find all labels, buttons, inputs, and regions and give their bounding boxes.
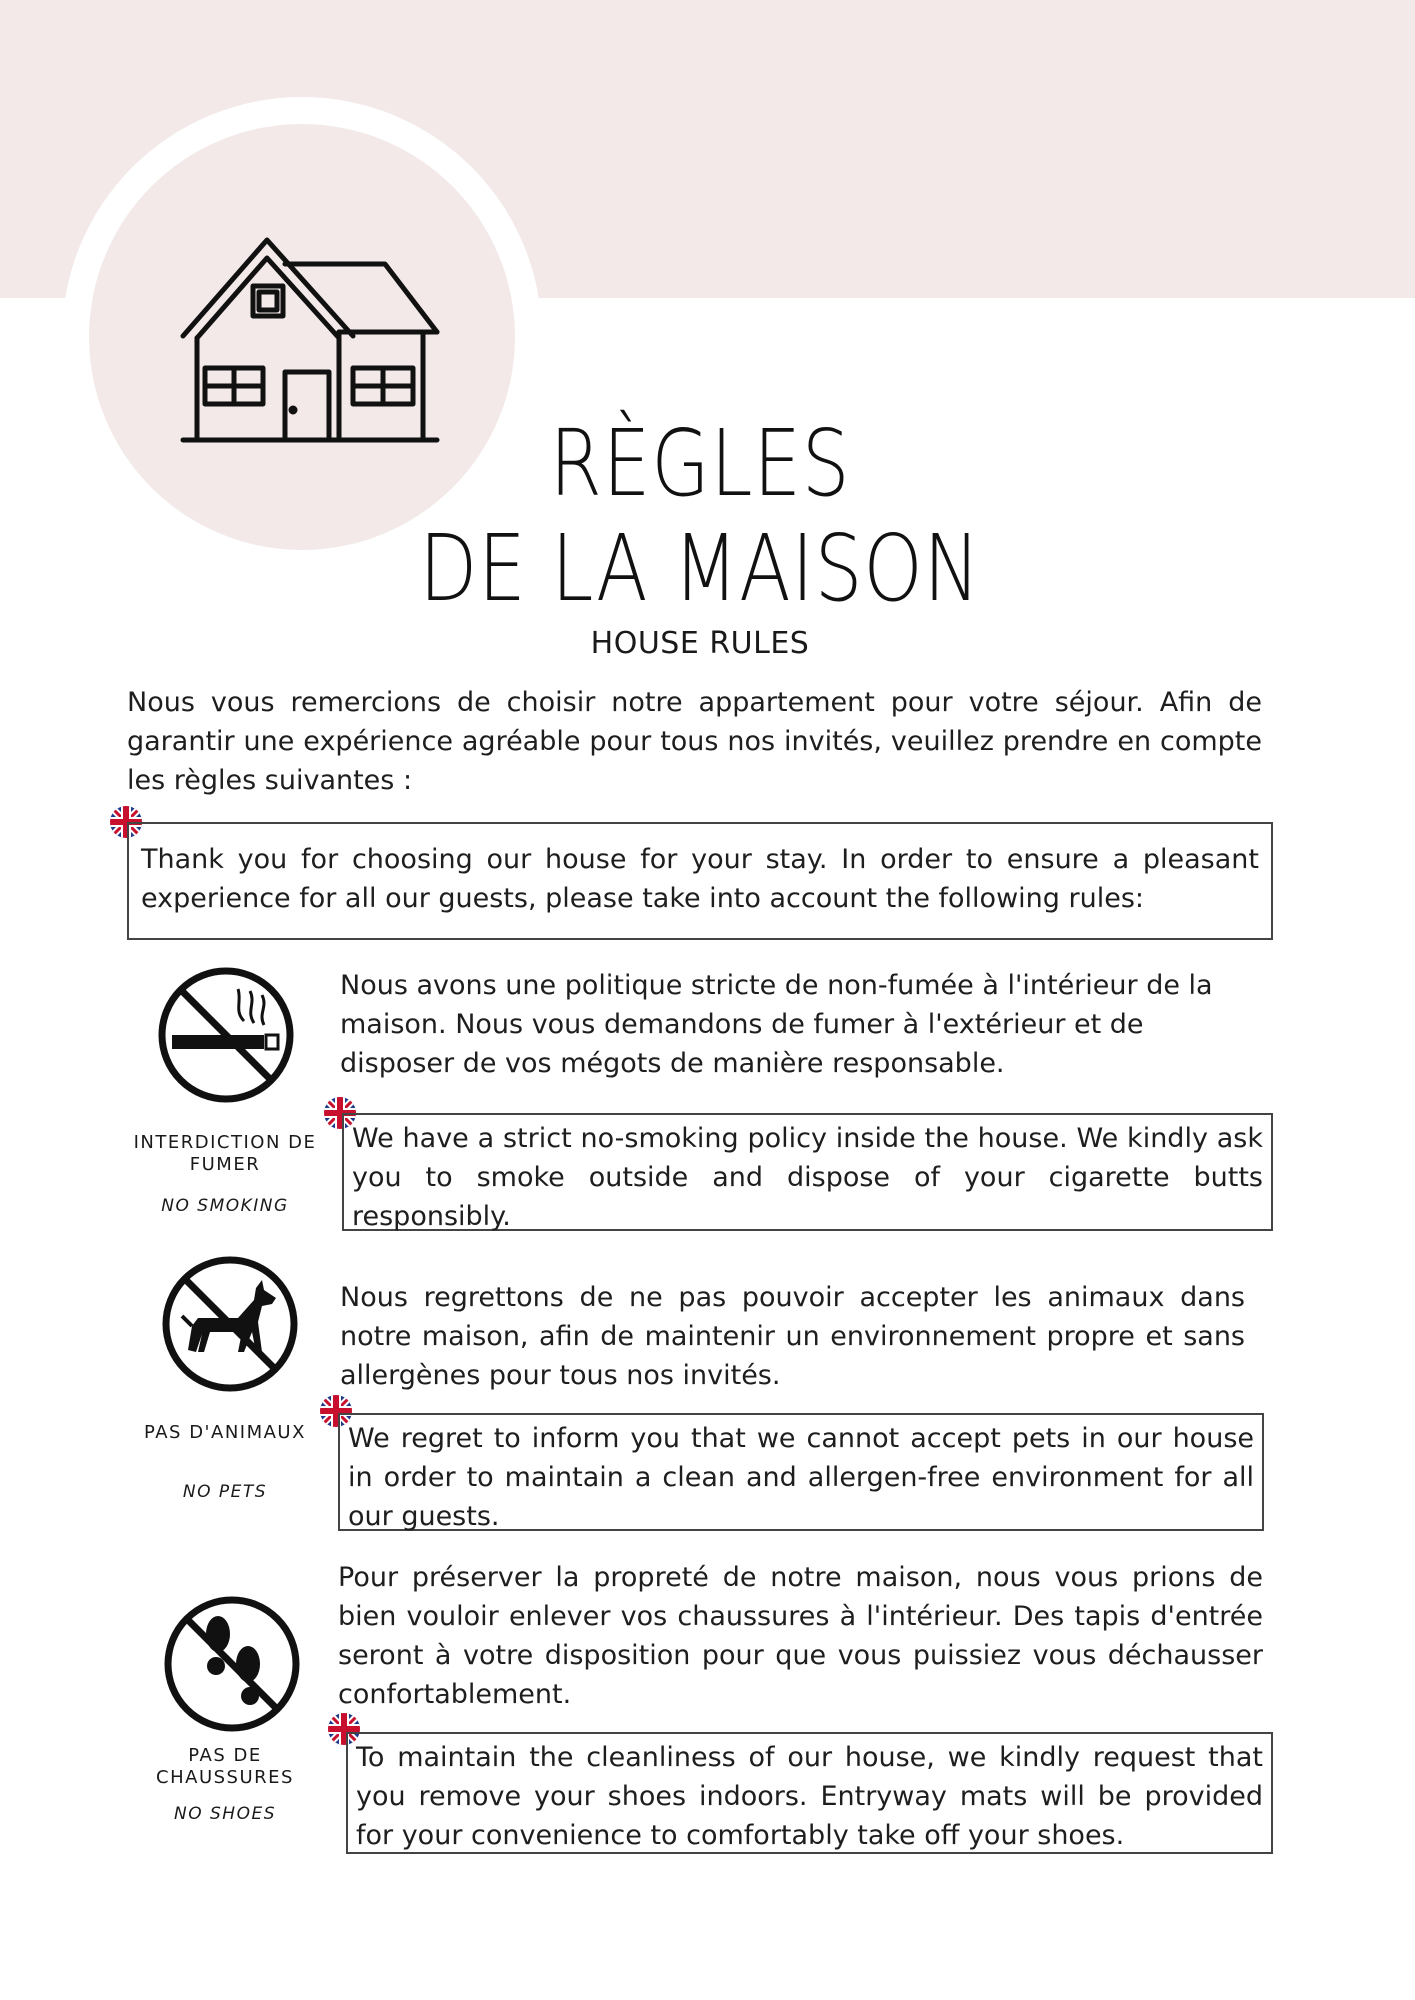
page-subtitle: HOUSE RULES	[590, 626, 810, 661]
page-title-line-1: RÈGLES	[549, 410, 851, 517]
no-smoking-icon	[154, 963, 298, 1107]
intro-text-fr: Nous vous remercions de choisir notre appartement pour votre séjour. Afin de garantir une expérience agréable pour tous nos invités, veuillez prendre en compte les règles suivantes :	[127, 687, 1262, 796]
rule-label-en-no-smoking: NO SMOKING	[161, 1196, 289, 1216]
no-pets-icon	[158, 1252, 302, 1396]
rule-label-en-no-shoes: NO SHOES	[174, 1804, 276, 1824]
rule-text-en-no-smoking: We have a strict no-smoking policy inside the house. We kindly ask you to smoke outside and dispose of your cigarette butts responsibly.	[342, 1113, 1273, 1231]
rule-text-en-no-pets: We regret to inform you that we cannot accept pets in our house in order to maintain a clean and allergen-free environment for all our guests.	[338, 1413, 1264, 1531]
rule-text-en-no-shoes: To maintain the cleanliness of our house, we kindly request that you remove your shoes indoors. Entryway mats will be provided for your convenience to comfortably take off your shoes.	[346, 1732, 1273, 1854]
rule-label-no-shoes: PAS DE CHAUSSURES	[156, 1745, 294, 1788]
rule-text-fr-no-smoking: Nous avons une politique stricte de non-fumée à l'intérieur de la maison. Nous vous demandons de fumer à l'extérieur et de disposer de vos mégots de manière responsable.	[340, 970, 1213, 1079]
rule-text-fr-no-pets: Nous regrettons de ne pas pouvoir accepter les animaux dans notre maison, afin de maintenir un environnement propre et sans allergènes pour tous nos invités.	[340, 1282, 1245, 1391]
rule-text-fr-no-shoes: Pour préserver la propreté de notre maison, nous vous prions de bien vouloir enlever vos chaussures à l'intérieur. Des tapis d'entrée seront à votre disposition pour que vous puissiez vous déchausser confortablement.	[338, 1562, 1263, 1710]
rule-label-no-smoking: INTERDICTION DE FUMER	[133, 1132, 317, 1175]
no-shoes-icon	[160, 1592, 304, 1736]
page-title-line-2: DE LA MAISON	[419, 515, 981, 622]
intro-text-en: Thank you for choosing our house for your stay. In order to ensure a pleasant experience for all our guests, please take into account the following rules:	[127, 822, 1273, 940]
rule-label-en-no-pets: NO PETS	[182, 1482, 268, 1502]
rule-label-no-pets: PAS D'ANIMAUX	[144, 1422, 306, 1443]
